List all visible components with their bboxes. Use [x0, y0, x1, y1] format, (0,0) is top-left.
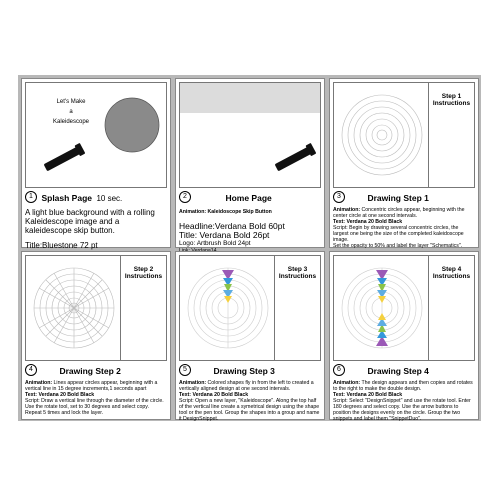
script-text: Script: Begin by drawing several concentric circles, the largest one being the size of the completed kaleidoscope image.: [333, 225, 464, 243]
step-number-badge: 3: [333, 191, 345, 203]
step-instructions-box: [428, 83, 474, 187]
kaleidoscope-design-icon: [180, 256, 280, 360]
step-instructions-box: [120, 256, 166, 360]
headline-spec: Headline:Verdana Bold 60pt: [179, 221, 285, 231]
animation-text: Concentric circles appear, beginning with the center circle at one second intervals.: [333, 207, 465, 219]
panel-title: Home Page: [225, 193, 272, 203]
splash-thumbnail: [25, 82, 167, 188]
logo-spec: Logo: Artbrush Bold 24pt: [179, 240, 251, 247]
script-text: Script: Draw a vertical line through the diameter of the circle. Use the rotate tool, set to 30 degrees and select copy. Repeat 5 times and lock the layer.: [25, 398, 164, 416]
text-spec: Text: Verdana 20 Bold Black: [333, 219, 403, 225]
instructions-label: Step 4 Instructions: [432, 266, 471, 280]
extra-text: Set the opacity to 50% and label the layer "Schematics".: [333, 243, 463, 249]
home-caption: [179, 188, 321, 245]
step-number-badge: 2: [179, 191, 191, 203]
text-spec: Text: Verdana 20 Bold Black: [25, 392, 95, 398]
step-instructions-box: [274, 256, 320, 360]
thumb-line-2: a: [69, 109, 73, 115]
animation-label: Animation:: [333, 207, 361, 213]
thumb-line-1: Let's Make: [56, 99, 86, 105]
instructions-label: Step 2 Instructions: [124, 266, 163, 280]
panel-drawing-step-1: [329, 78, 479, 248]
kaleidoscope-design-icon: [334, 256, 434, 360]
animation-text: Lines appear circles appear, beginning with a vertical line in 15 degree increments,1 seconds apart: [25, 380, 158, 392]
step-number-badge: 6: [333, 364, 345, 376]
flashlight-icon: [39, 143, 89, 173]
text-spec: Text: Verdana 20 Bold Black: [333, 392, 403, 398]
concentric-circles-icon: [334, 83, 434, 187]
panel-title: Drawing Step 3: [213, 366, 275, 376]
script-text: Script: Select "DesignSnippet" and use the rotate tool. Enter 180 degrees and select copy. Use the arrow buttons to position the designs evenly on the circle. Group the two snippets and label them "SnippetDuo".: [333, 398, 471, 422]
animation-spec: Animation: Kaleidoscope Skip Button: [179, 209, 272, 215]
panel-duration: 10 sec.: [96, 194, 123, 203]
splash-caption: [25, 188, 167, 250]
animation-text: The design appears and then copies and rotates to the right to make the double design.: [333, 380, 473, 392]
flashlight-icon: [270, 143, 320, 173]
title-spec: Title:Bluestone 72 pt: [25, 241, 98, 250]
step-number-badge: 5: [179, 364, 191, 376]
instructions-label: Step 3 Instructions: [278, 266, 317, 280]
panel-splash-page: [21, 78, 171, 248]
step-instructions-box: [428, 256, 474, 360]
step1-caption: [333, 188, 475, 249]
panel-title: Drawing Step 4: [367, 366, 429, 376]
gray-circle-icon: [104, 97, 164, 157]
home-thumbnail: [179, 82, 321, 188]
step-number-badge: 4: [25, 364, 37, 376]
animation-label: Animation:: [179, 380, 207, 386]
panel-drawing-step-4: [329, 251, 479, 420]
animation-label: Animation:: [333, 380, 361, 386]
animation-label: Animation:: [25, 380, 53, 386]
step1-thumbnail: [333, 82, 475, 188]
title-spec: Title: Verdana Bold 26pt: [179, 230, 270, 240]
panel-title: Drawing Step 2: [59, 366, 121, 376]
splash-thumb-text: [46, 97, 96, 127]
panel-title: Splash Page: [41, 193, 93, 203]
thumb-line-3: Kaleidescope: [52, 119, 90, 125]
script-text: Script: Open a new layer, "Kaleidoscope". Along the top half of the vertical line create a symetrical design using the shape tool or the pen tool. Group the shapes into a group and name it DesignSnippet.: [179, 398, 320, 422]
panel-title: Drawing Step 1: [367, 193, 429, 203]
step3-caption: [179, 361, 321, 422]
step4-thumbnail: [333, 255, 475, 361]
panel-drawing-step-3: [175, 251, 325, 420]
panel-description: A light blue background with a rolling Kaleidescope image and a kaleidescope skip button.: [25, 208, 155, 235]
step2-caption: [25, 361, 167, 417]
step3-thumbnail: [179, 255, 321, 361]
panel-home-page: [175, 78, 325, 248]
text-spec: Text: Verdana 20 Bold Black: [179, 392, 249, 398]
concentric-circles-icon: [26, 256, 126, 360]
step2-thumbnail: [25, 255, 167, 361]
panel-drawing-step-2: [21, 251, 171, 420]
storyboard-sheet: [18, 75, 481, 421]
animation-text: Colored shapes fly in from the left to created a vertically aligned design at one second intervals.: [179, 380, 314, 392]
home-header-bar: [180, 83, 320, 113]
step-number-badge: 1: [25, 191, 37, 203]
instructions-label: Step 1 Instructions: [432, 93, 471, 107]
step4-caption: [333, 361, 475, 422]
